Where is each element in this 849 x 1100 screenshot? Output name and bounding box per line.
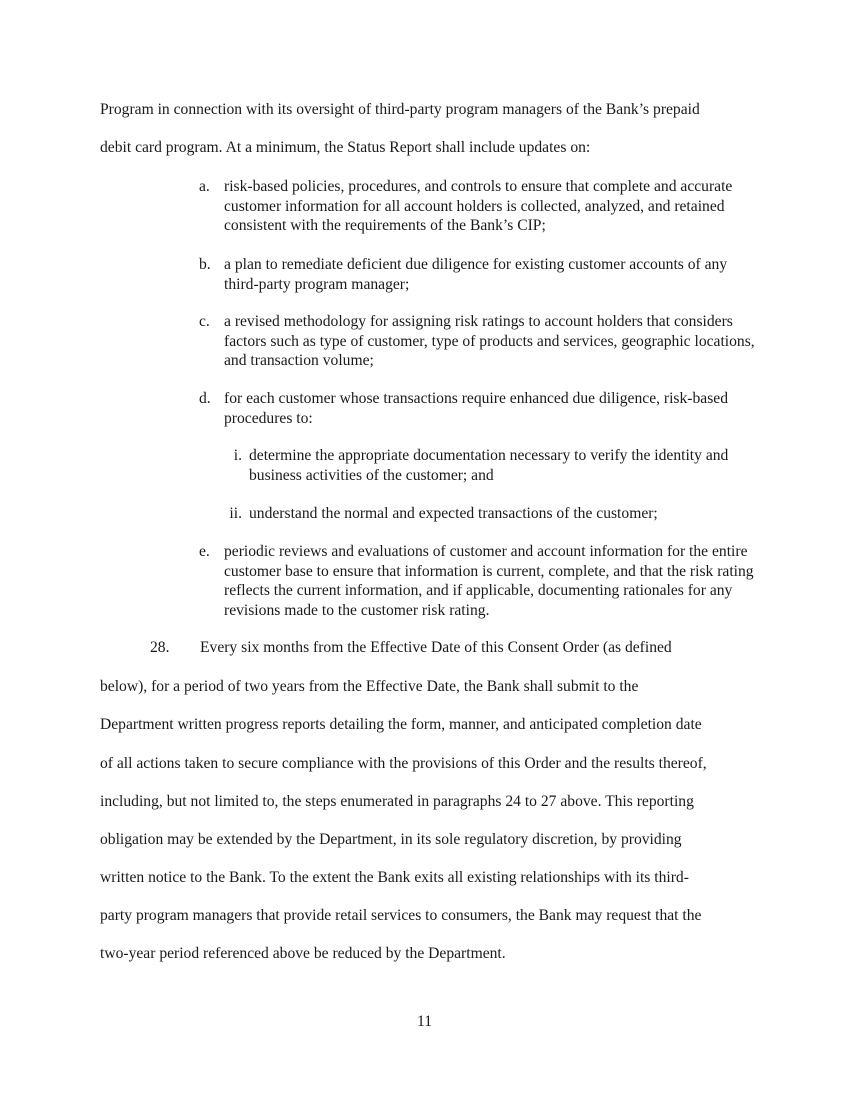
body-text-line: party program managers that provide retail services to consumers, the Bank may request that the (100, 907, 702, 924)
list-item-b (199, 255, 759, 294)
body-text-line: Department written progress reports detailing the form, manner, and anticipated completion date (100, 716, 702, 733)
body-text-line: Every six months from the Effective Date of this Consent Order (as defined (200, 639, 672, 656)
body-text-line: debit card program. At a minimum, the Status Report shall include updates on: (100, 139, 591, 156)
body-text-line: written notice to the Bank. To the extent the Bank exits all existing relationships with its third- (100, 869, 689, 886)
body-text-line: obligation may be extended by the Department, in its sole regulatory discretion, by providing (100, 831, 682, 848)
sub-item-text: understand the normal and expected transactions of the customer; (249, 505, 658, 522)
list-item-text: periodic reviews and evaluations of customer and account information for the entire customer base to ensure that information is current, complete, and that the risk rating reflects the current information, and if applicable, documenting rationales for any revisions made to the customer risk rating. (224, 543, 754, 619)
paragraph-number: 28. (150, 639, 170, 656)
sub-item-i (222, 446, 752, 485)
list-item-e (199, 542, 759, 620)
list-item-text: for each customer whose transactions require enhanced due diligence, risk-based procedures to: (224, 390, 728, 427)
list-item-a (199, 177, 759, 236)
body-text-line: including, but not limited to, the steps enumerated in paragraphs 24 to 27 above. This reporting (100, 793, 694, 810)
body-text-line: below), for a period of two years from the Effective Date, the Bank shall submit to the (100, 678, 639, 695)
list-marker: d. (199, 390, 211, 407)
list-marker: e. (199, 543, 210, 560)
list-item-text: risk-based policies, procedures, and controls to ensure that complete and accurate customer information for all account holders is collected, analyzed, and retained consistent with the requirements of the Bank’s CIP; (224, 178, 733, 234)
sub-list-marker: ii. (229, 505, 242, 522)
list-item-d (199, 389, 759, 428)
body-text-line: two-year period referenced above be reduced by the Department. (100, 945, 506, 962)
body-text-line: of all actions taken to secure compliance with the provisions of this Order and the results thereof, (100, 755, 707, 772)
list-item-c (199, 312, 759, 371)
page-number: 11 (416, 1013, 432, 1030)
body-text-line: Program in connection with its oversight of third-party program managers of the Bank’s prepaid (100, 101, 700, 118)
sub-item-ii (222, 504, 752, 524)
sub-list-marker: i. (233, 447, 242, 464)
list-item-text: a revised methodology for assigning risk ratings to account holders that considers factors such as type of customer, type of products and services, geographic locations, and transaction volume; (224, 313, 755, 369)
list-marker: a. (199, 178, 210, 195)
list-item-text: a plan to remediate deficient due diligence for existing customer accounts of any third-party program manager; (224, 256, 728, 293)
list-marker: b. (199, 256, 211, 273)
list-marker: c. (199, 313, 210, 330)
sub-item-text: determine the appropriate documentation necessary to verify the identity and business activities of the customer; and (249, 447, 729, 484)
